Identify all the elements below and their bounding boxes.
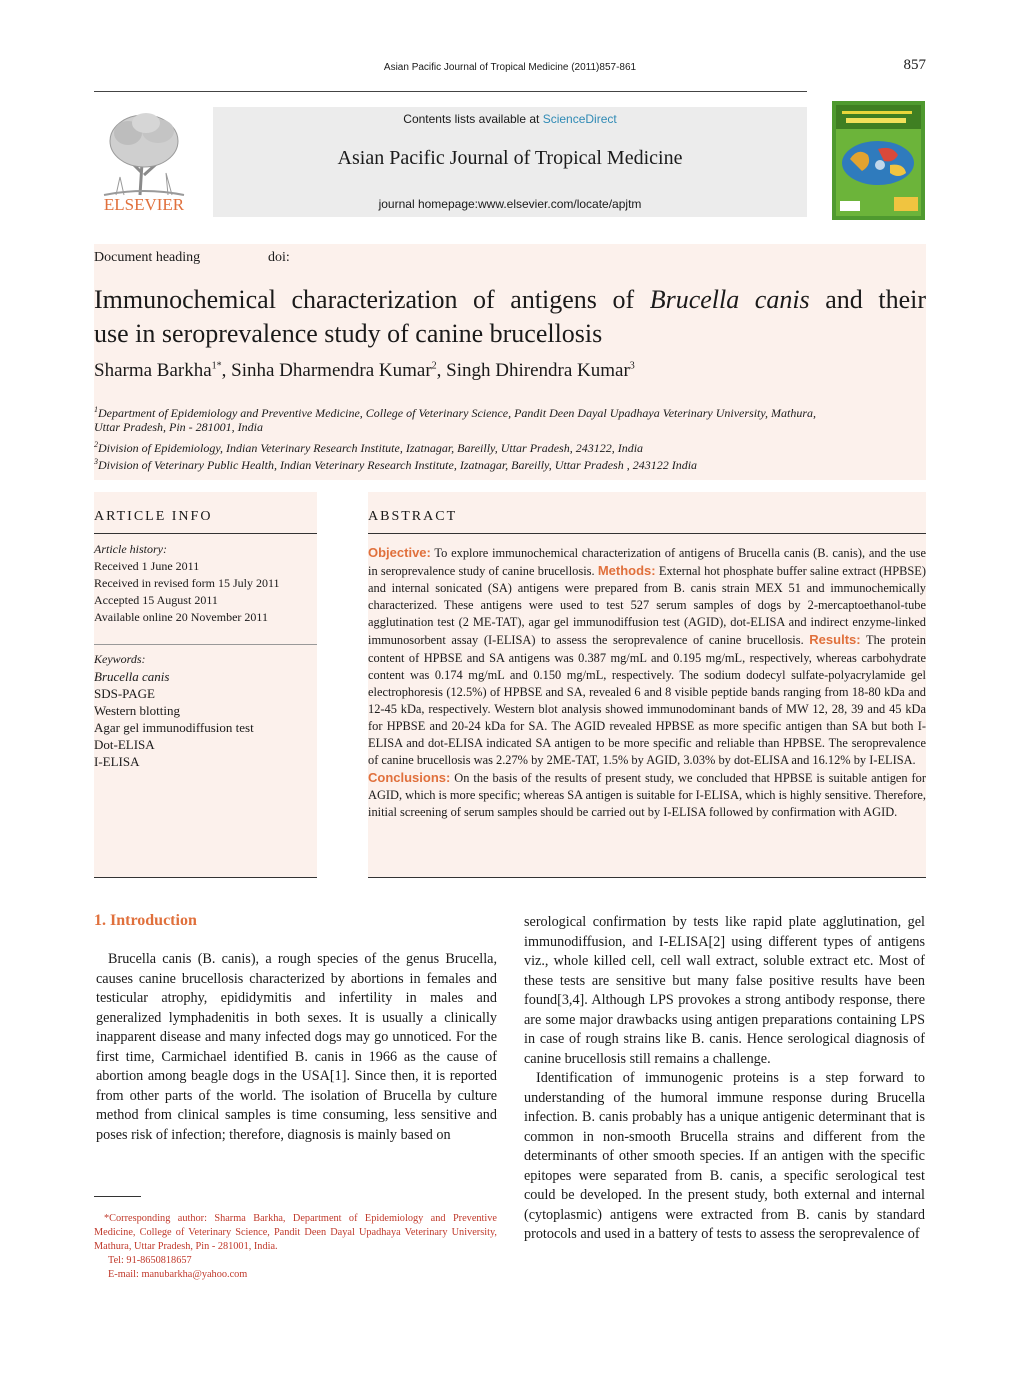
abstract-label: ABSTRACT bbox=[368, 509, 458, 524]
doi-label: doi: bbox=[268, 250, 290, 265]
affiliation-2: $^2$Division of Epidemiology, Indian Veterinary Research Institute, Izatnagar, Bareilly, Uttar Pradesh, 243122, India bbox=[94, 440, 644, 455]
article-info-label: ARTICLE INFO bbox=[94, 509, 213, 524]
footnote bbox=[94, 1212, 497, 1282]
abstract-bottom-rule bbox=[368, 877, 926, 878]
author[interactable]: Singh Dhirendra Kumar bbox=[446, 360, 630, 381]
title-line-1: Immunochemical characterization of antigens of Brucella canis and their bbox=[94, 285, 926, 314]
running-head: Asian Pacific Journal of Tropical Medicine (2011)857-861 bbox=[383, 62, 637, 73]
history-item: Received 1 June 2011 bbox=[94, 559, 200, 573]
header-rule bbox=[94, 91, 807, 92]
article-history bbox=[94, 541, 317, 626]
title-line-2: use in seroprevalence study of canine brucellosis bbox=[94, 319, 603, 348]
body-column-left bbox=[96, 950, 497, 1145]
conclusions-label: Conclusions: bbox=[368, 770, 451, 786]
body-column-right bbox=[524, 913, 925, 1245]
document-heading: Document heading bbox=[94, 250, 201, 265]
keywords-label: Keywords: bbox=[94, 652, 146, 666]
results-label: Results: bbox=[809, 632, 861, 648]
affiliation-1: $^1$Department of Epidemiology and Preventive Medicine, College of Veterinary Science, Pandit Deen Dayal Upadhaya Veterinary University, Mathura, bbox=[94, 405, 817, 420]
keywords bbox=[94, 651, 317, 770]
abstract-rule bbox=[368, 533, 926, 534]
article-info-divider bbox=[94, 644, 317, 645]
article-info-bottom-rule bbox=[94, 877, 317, 878]
telephone: Tel: 91-8650818657 bbox=[108, 1255, 192, 1266]
objective-label: Objective: bbox=[368, 545, 431, 560]
methods-text: External hot phosphate buffer saline extract (HPBSE) and internal sonicated (SA) antigens were prepared from B. canis strain MEX 51 and immunochemically characterized. These antigens were used to test 527 serum samples of dogs by 2-mercaptoethanol-tube agglutination test (2 ME-TAT), agar gel immunodiffusion test (AGID), dot-ELISA and indirect enzyme-linked immunosorbent assay (I-ELISA) to assess the seroprevalence of canine brucellosis. bbox=[368, 564, 926, 648]
journal-banner bbox=[213, 107, 807, 217]
keyword[interactable]: Western blotting bbox=[94, 703, 180, 718]
history-item: Received in revised form 15 July 2011 bbox=[94, 576, 280, 590]
journal-cover-thumbnail[interactable] bbox=[832, 101, 925, 220]
history-item: Accepted 15 August 2011 bbox=[94, 593, 218, 607]
email[interactable]: E-mail: manubarkha@yahoo.com bbox=[108, 1269, 248, 1280]
contents-prefix: Contents lists available at bbox=[403, 112, 543, 126]
sciencedirect-link[interactable]: ScienceDirect bbox=[542, 112, 617, 126]
keyword[interactable]: SDS-PAGE bbox=[94, 686, 155, 701]
journal-homepage[interactable]: journal homepage:www.elsevier.com/locate/apjtm bbox=[378, 197, 642, 211]
conclusions-text: On the basis of the results of present study, we concluded that HPBSE is suitable antigen for AGID, which is more specific; whereas SA antigen is suitable for I-ELISA, which is highly sensitive. Therefore, initial screening of serum samples should be carried out by I-ELISA followed by confirmation with AGID. bbox=[368, 771, 926, 820]
footnote-rule bbox=[94, 1196, 141, 1197]
contents-line bbox=[213, 112, 807, 126]
objective-text: To explore immunochemical characterization of antigens of Brucella canis (B. canis), and the use in seroprevalence study of canine brucellosis. bbox=[368, 546, 926, 579]
journal-name: Asian Pacific Journal of Tropical Medicine bbox=[337, 147, 683, 169]
article-title bbox=[94, 283, 926, 351]
author-list: Sharma Barkha$^{1*}$, Sinha Dharmendra Kumar$^2$, Singh Dhirendra Kumar$^3$ bbox=[94, 360, 635, 381]
affiliation-3: $^3$Division of Veterinary Public Health, Indian Veterinary Research Institute, Izatnagar, Bareilly, Uttar Pradesh , 243122 India bbox=[94, 457, 698, 472]
author[interactable]: Sinha Dharmendra Kumar bbox=[231, 360, 432, 381]
elsevier-logo[interactable] bbox=[94, 103, 194, 215]
paragraph: Brucella canis (B. canis), a rough species of the genus Brucella, causes canine brucellosis characterized by abortions in females and testicular atrophy, epididymitis and infertility in males and generalized lymphadenitis in both sexes. It is usually a clinically inapparent disease and many infected dogs may go unnoticed. For the first time, Carmichael identified B. canis in 1966 as the cause of abortion among beagle dogs in the USA[1]. Since then, it is reported from other parts of the world. The isolation of Brucella by culture method from clinical samples is time consuming, less sensitive and poses risk of infection; therefore, diagnosis is mainly based on bbox=[96, 951, 497, 1143]
abstract-text bbox=[368, 544, 926, 822]
results-text: The protein content of HPBSE and SA antigens was 0.387 mg/mL and 0.195 mg/mL, respectively, whereas carbohydrate content was 0.174 mg/mL and 0.150 mg/mL, respectively. The sodium dodecyl sulfate-polyacrylamide gel electrophoresis (12.5%) of HPBSE and SA, revealed 6 and 8 visible peptide bands ranging from 18-80 kDa and 12-45 kDa, respectively. Western blot analysis showed immunodominant bands of MW 12, 28, 39 and 45 kDa for HPBSE and 20-24 kDa for SA. The AGID revealed HPBSE as more specific antigen than SA but both I-ELISA and dot-ELISA indicated SA antigen to be more specific and reliable than HPBSE. The seroprevalence of canine brucellosis was 2.27% by 2ME-TAT, 1.5% by AGID, 3.03% by dot-ELISA and 16.12% by I-ELISA. bbox=[368, 633, 926, 768]
elsevier-logo-text: ELSEVIER bbox=[103, 195, 185, 214]
corresponding-author: *Corresponding author: Sharma Barkha, Department of Epidemiology and Preventive Medicine, College of Veterinary Science, Pandit Deen Dayal Upadhaya Veterinary University, Mathura, Uttar Pradesh, Pin - 281001, India. bbox=[94, 1213, 497, 1252]
author[interactable]: Sharma Barkha bbox=[94, 360, 212, 381]
keyword[interactable]: Brucella canis bbox=[94, 669, 170, 684]
paragraph: serological confirmation by tests like rapid plate agglutination, gel immunodiffusion, and I-ELISA[2] using different types of antigens viz., whole killed cell, cell wall extract, soluble extract etc. Most of these tests are sensitive but many false positive results have been found[3,4]. Although LPS provokes a strong antibody response, there are some major drawbacks using antigen preparations containing LPS in case of rough strains like B. canis. Hence serological diagnosis of canine brucellosis still remains a challenge. bbox=[524, 914, 925, 1067]
affiliation-1-cont: Uttar Pradesh, Pin - 281001, India bbox=[94, 420, 263, 434]
keyword[interactable]: Agar gel immunodiffusion test bbox=[94, 720, 254, 735]
keyword[interactable]: I-ELISA bbox=[94, 754, 140, 769]
section-heading-introduction: 1. Introduction bbox=[94, 912, 197, 929]
methods-label: Methods: bbox=[597, 563, 656, 579]
page-number: 857 bbox=[903, 57, 926, 73]
paragraph: Identification of immunogenic proteins is a step forward to understanding of the humoral immune response during Brucella infection. B. canis probably has a unique antigenic determinant that is common in non-smooth Brucella strains and different from the determinants of other smooth species. If an antigen with the specific epitopes were separated from B. canis, a specific serological test could be developed. In the present study, both external and internal (cytoplasmic) antigens were extracted from B. canis by standard protocols and used in a battery of tests to assess the seroprevalence of bbox=[524, 1070, 925, 1242]
article-info-rule bbox=[94, 533, 317, 534]
history-item: Available online 20 November 2011 bbox=[94, 610, 268, 624]
history-label: Article history: bbox=[94, 542, 167, 556]
keyword[interactable]: Dot-ELISA bbox=[94, 737, 155, 752]
